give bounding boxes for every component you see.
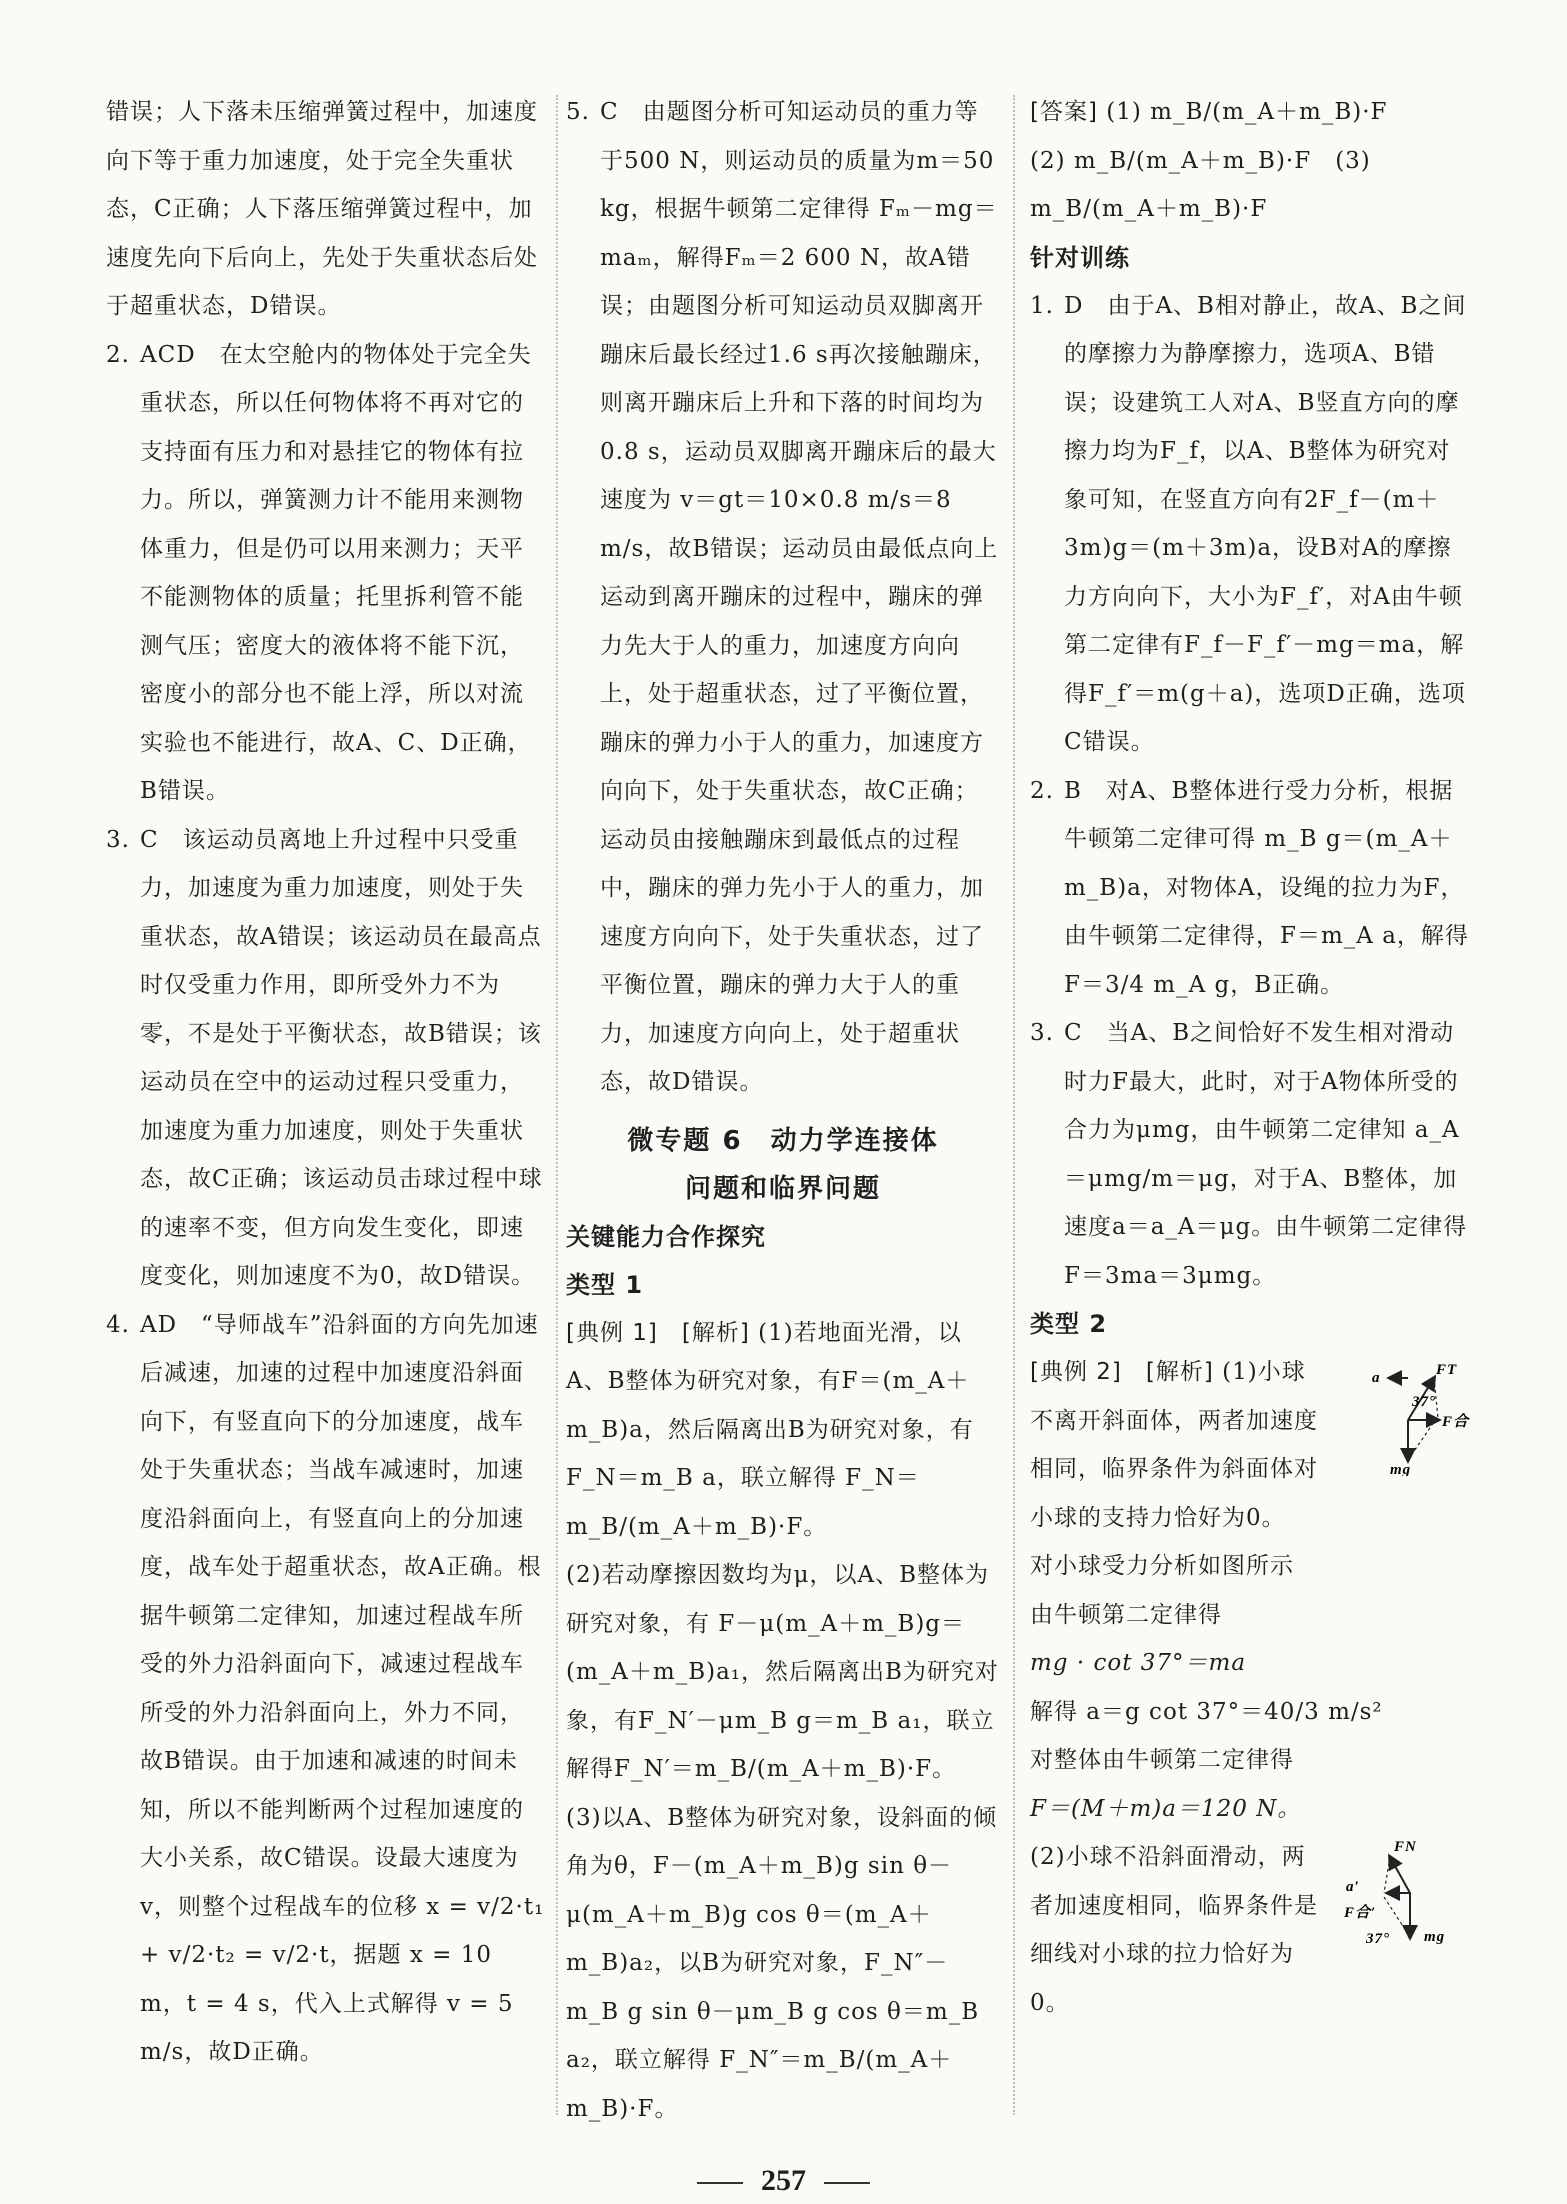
page-number-dash-right bbox=[824, 2182, 870, 2184]
column-middle bbox=[566, 88, 1000, 2133]
example-part-3: (3)以A、B整体为研究对象，设斜面的倾角为θ，F－(m_A＋m_B)g sin θ－μ(m_A＋m_B)g cos θ＝(m_A＋m_B)a₂，以B为研究对象，F_N″－m_B g sin θ－μm_B g cos θ＝m_B a₂，联立解得 F_N″＝m_B/(m_A＋m_B)·F。 bbox=[566, 1804, 998, 2122]
item-number: 3. bbox=[106, 826, 130, 853]
answer-block bbox=[1030, 88, 1470, 137]
answer-item-5 bbox=[566, 88, 1000, 1107]
svg-text:a′: a′ bbox=[1346, 1879, 1360, 1895]
item-number: 3. bbox=[1030, 1020, 1054, 1046]
column-divider-2 bbox=[1013, 95, 1015, 2115]
example-2-part-3: 由牛顿第二定律得 bbox=[1030, 1601, 1222, 1628]
type-heading-2: 类型 2 bbox=[1030, 1310, 1108, 1338]
example-2-part-5-block bbox=[1030, 1833, 1470, 2027]
column-left bbox=[106, 88, 546, 2077]
training-heading: 针对训练 bbox=[1030, 243, 1130, 272]
equation-3: F＝(M＋m)a＝120 N。 bbox=[1030, 1795, 1302, 1822]
svg-text:a: a bbox=[1372, 1370, 1381, 1386]
training-item-2 bbox=[1030, 767, 1470, 1010]
section-title-line-1: 微专题 6 动力学连接体 bbox=[627, 1125, 939, 1156]
page-number-text: 257 bbox=[761, 2164, 806, 2197]
example-2-part-2: 对小球受力分析如图所示 bbox=[1030, 1553, 1294, 1579]
section-title-line-2: 问题和临界问题 bbox=[684, 1173, 881, 1204]
example-part-1: (1)若地面光滑，以A、B整体为研究对象，有F＝(m_A＋m_B)a，然后隔离出B为研究对象，有F_N＝m_B a，联立解得 F_N＝m_B/(m_A＋m_B)·F。 bbox=[566, 1319, 974, 1540]
item-text: D 由于A、B相对静止，故A、B之间的摩擦力为静摩擦力，选项A、B错误；设建筑工人对A、B竖直方向的摩擦力均为F_f，以A、B整体为研究对象可知，在竖直方向有2F_f－(m＋3m)g＝(m＋3m)a，设B对A的摩擦力方向向下，大小为F_f′，对A由牛顿第二定律有F_f－F_f′－mg＝ma，解得F_f′＝m(g＋a)，选项D正确，选项C错误。 bbox=[1064, 292, 1467, 755]
svg-text:FN: FN bbox=[1394, 1839, 1417, 1855]
svg-text:FT: FT bbox=[1436, 1362, 1458, 1378]
training-item-3 bbox=[1030, 1009, 1470, 1300]
example-2-part-5: (2)小球不沿斜面滑动，两者加速度相同，临界条件是细线对小球的拉力恰好为0。 bbox=[1030, 1844, 1318, 2016]
answer-tag: [答案] bbox=[1030, 99, 1098, 125]
item-number: 2. bbox=[1030, 777, 1054, 804]
example-2-block bbox=[1030, 1348, 1470, 1542]
force-diagram-1 bbox=[1350, 1356, 1470, 1476]
item-text: ACD 在太空舱内的物体处于完全失重状态，所以任何物体将不再对它的支持面有压力和对悬挂它的物体有拉力。所以，弹簧测力计不能用来测物体重力，但是仍可以用来测力；天平不能测物体的质量；托里拆利管不能测气压；密度大的液体将不能下沉，密度小的部分也不能上浮，所以对流实验也不能进行，故A、C、D正确，B错误。 bbox=[140, 341, 532, 804]
example-part-2: (2)若动摩擦因数均为μ，以A、B整体为研究对象，有 F－μ(m_A＋m_B)g＝(m_A＋m_B)a₁，然后隔离出B为研究对象，有F_N′－μm_B g＝m_B a₁，联立解得F_N′＝m_B/(m_A＋m_B)·F。 bbox=[566, 1562, 999, 1782]
column-divider-1 bbox=[556, 95, 558, 2115]
type-heading-1: 类型 1 bbox=[566, 1270, 644, 1299]
column-right bbox=[1030, 88, 1470, 2027]
answer-2-3: (2) m_B/(m_A＋m_B)·F (3) m_B/(m_A＋m_B)·F bbox=[1030, 147, 1371, 222]
svg-text:F合′: F合′ bbox=[1344, 1905, 1377, 1921]
svg-text:mg: mg bbox=[1424, 1929, 1446, 1945]
example-part-1: (1)小球不离开斜面体，两者加速度相同，临界条件为斜面体对小球的支持力恰好为0。 bbox=[1030, 1359, 1318, 1531]
item-number: 5. bbox=[566, 99, 590, 125]
subsection-heading: 关键能力合作探究 bbox=[566, 1222, 766, 1251]
svg-text:F合: F合 bbox=[1442, 1414, 1470, 1430]
equation-2: 解得 a＝g cot 37°＝40/3 m/s² bbox=[1030, 1698, 1383, 1725]
item-text: B 对A、B整体进行受力分析，根据牛顿第二定律可得 m_B g＝(m_A＋m_B)a，对物体A，设绳的拉力为F，由牛顿第二定律得，F＝m_A a，解得 F＝3/4 m_A g，B正确。 bbox=[1064, 777, 1469, 998]
answer-item-4 bbox=[106, 1301, 546, 2077]
example-2-part-4: 对整体由牛顿第二定律得 bbox=[1030, 1747, 1294, 1773]
force-diagram-2 bbox=[1340, 1833, 1470, 1953]
svg-text:mg: mg bbox=[1390, 1462, 1412, 1476]
svg-text:37°: 37° bbox=[1366, 1931, 1390, 1947]
item-number: 2. bbox=[106, 341, 130, 368]
example-tag: [典例 1] [解析] bbox=[566, 1319, 750, 1346]
equation-1: mg · cot 37°＝ma bbox=[1030, 1650, 1247, 1676]
answer-item-3 bbox=[106, 816, 546, 1301]
item-text: C 由题图分析可知运动员的重力等于500 N，则运动员的质量为m＝50 kg，根据牛顿第二定律得 Fₘ－mg＝maₘ，解得Fₘ＝2 600 N，故A错误；由题图分析可知运动员双脚离开蹦床后最长经过1.6 s再次接触蹦床，则离开蹦床后上升和下落的时间均为0.8 s，运动员双脚离开蹦床后的最大速度为 v＝gt＝10×0.8 m/s＝8 m/s，故B错误；运动员由最低点向上运动到离开蹦床的过程中，蹦床的弹力先大于人的重力，加速度方向向上，处于超重状态，过了平衡位置，蹦床的弹力小于人的重力，加速度方向向下，处于失重状态，故C正确；运动员由接触蹦床到最低点的过程中，蹦床的弹力先小于人的重力，加速度方向向下，处于失重状态，过了平衡位置，蹦床的弹力大于人的重力，加速度方向向上，处于超重状态，故D错误。 bbox=[600, 99, 999, 1095]
example-1 bbox=[566, 1309, 1000, 1552]
paragraph-continued: 错误；人下落未压缩弹簧过程中，加速度向下等于重力加速度，处于完全失重状态，C正确；人下落压缩弹簧过程中，加速度先向下后向上，先处于失重状态后处于超重状态，D错误。 bbox=[106, 99, 538, 319]
answer-item-2 bbox=[106, 331, 546, 816]
item-text: C 该运动员离地上升过程中只受重力，加速度为重力加速度，则处于失重状态，故A错误；该运动员在最高点时仅受重力作用，即所受外力不为零，不是处于平衡状态，故B错误；该运动员在空中的运动过程只受重力，加速度为重力加速度，则处于失重状态，故C正确；该运动员击球过程中球的速率不变，但方向发生变化，即速度变化，则加速度不为0，故D错误。 bbox=[140, 826, 543, 1289]
training-item-1 bbox=[1030, 282, 1470, 767]
item-number: 4. bbox=[106, 1311, 130, 1338]
example-tag: [典例 2] [解析] bbox=[1030, 1359, 1214, 1385]
page-number-dash-left bbox=[697, 2182, 743, 2184]
page-number bbox=[0, 2164, 1567, 2198]
item-text: AD “导师战车”沿斜面的方向先加速后减速，加速的过程中加速度沿斜面向下，有竖直向下的分加速度，战车处于失重状态；当战车减速时，加速度沿斜面向上，有竖直向上的分加速度，战车处于超重状态，故A正确。根据牛顿第二定律知，加速过程战车所受的外力沿斜面向下，减速过程战车所受的外力沿斜面向上，外力不同，故B错误。由于加速和减速的时间未知，所以不能判断两个过程加速度的大小关系，故C错误。设最大速度为v，则整个过程战车的位移 x = v/2·t₁ + v/2·t₂ = v/2·t，据题 x = 10 m，t = 4 s，代入上式解得 v = 5 m/s，故D正确。 bbox=[140, 1311, 545, 2065]
section-title bbox=[566, 1117, 1000, 1213]
item-text: C 当A、B之间恰好不发生相对滑动时力F最大，此时，对于A物体所受的合力为μmg，由牛顿第二定律知 a_A＝μmg/m＝μg，对于A、B整体，加速度a＝a_A＝μg。由牛顿第二定律得F＝3ma＝3μmg。 bbox=[1064, 1020, 1468, 1289]
item-number: 1. bbox=[1030, 292, 1054, 319]
answer-1: (1) m_B/(m_A＋m_B)·F bbox=[1106, 99, 1388, 125]
svg-text:37°: 37° bbox=[1412, 1394, 1436, 1410]
